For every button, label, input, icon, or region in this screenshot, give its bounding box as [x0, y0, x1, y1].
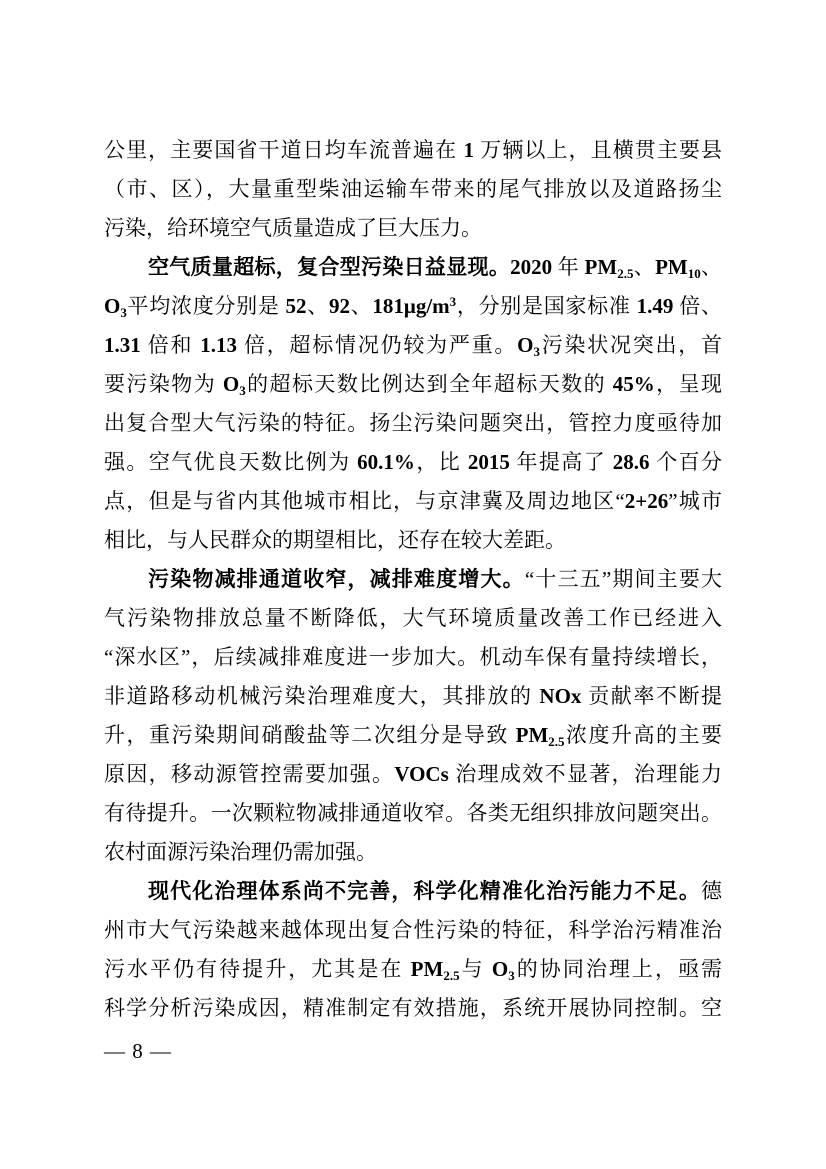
text-segment: 2.5 [443, 968, 460, 983]
text-line [104, 950, 722, 989]
text-line [104, 638, 722, 677]
text-segment: 现代化治理体系尚不完善，科学化精准化治污能力不足。 [148, 879, 701, 903]
text-segment: 1 [463, 138, 474, 162]
text-segment: 92 [328, 294, 350, 318]
text-segment: 污染状况突出，首 [539, 333, 722, 357]
text-line [104, 599, 722, 638]
text-segment: 60.1% [357, 450, 415, 474]
text-segment: 52 [285, 294, 307, 318]
text-line [104, 911, 722, 950]
text-segment: 3 [449, 294, 457, 309]
paragraph [104, 248, 722, 560]
text-segment: 点，但是与省内其他城市相比，与京津冀及周边地区“ [104, 489, 625, 513]
text-segment: 倍和 [140, 333, 201, 357]
text-segment: 1.31 [104, 333, 141, 357]
text-segment: ”城市 [668, 489, 722, 513]
text-segment: 3 [239, 383, 246, 398]
text-segment: 2.5 [548, 734, 565, 749]
text-segment: 相比，与人民群众的期望相比，还存在较大差距。 [104, 528, 566, 552]
text-line [104, 326, 722, 365]
text-segment: 1.49 [636, 294, 674, 318]
text-segment: 3 [120, 305, 127, 320]
text-segment: 2.5 [617, 266, 634, 281]
text-line [104, 404, 722, 443]
text-segment: 年 [552, 255, 585, 279]
text-line [104, 287, 722, 326]
text-segment: O [104, 294, 121, 318]
text-segment: 农村面源污染治理仍需加强。 [104, 840, 377, 864]
text-segment: 3 [533, 344, 540, 359]
text-segment: 、 [633, 255, 656, 279]
text-segment: PM [410, 957, 444, 981]
text-segment: 与 [459, 957, 492, 981]
text-line [104, 170, 722, 209]
text-segment: VOCs [394, 762, 449, 786]
text-segment: 28.6 [612, 450, 650, 474]
text-segment: ，呈现 [654, 372, 722, 396]
text-segment: 原因，移动源管控需要加强。 [104, 762, 395, 786]
text-segment: 3 [508, 968, 515, 983]
text-line [104, 833, 722, 872]
text-line [104, 989, 722, 1028]
text-segment: 、 [306, 294, 329, 318]
text-segment: ，分别是国家标准 [456, 294, 637, 318]
text-segment: 万辆以上，且横贯主要县 [473, 138, 722, 162]
text-segment: 2015 [467, 450, 510, 474]
text-segment: ，比 [414, 450, 468, 474]
text-line [104, 209, 722, 248]
text-line [104, 560, 722, 599]
text-segment: 污水平仍有待提升，尤其是在 [104, 957, 411, 981]
text-line [104, 248, 722, 287]
text-line [104, 131, 722, 170]
text-segment: 2020 [510, 255, 553, 279]
text-segment: NOx [539, 684, 582, 708]
text-segment: 州市大气污染越来越体现出复合性污染的特征，科学治污精准治 [104, 918, 722, 942]
text-segment: 德 [701, 879, 722, 903]
text-segment: 的协同治理上，亟需 [514, 957, 722, 981]
text-segment: 出复合型大气污染的特征。扬尘污染问题突出，管控力度亟待加 [104, 411, 722, 435]
paragraph [104, 560, 722, 872]
text-segment: 1.13 [200, 333, 238, 357]
text-segment: PM [584, 255, 618, 279]
text-segment: 10 [687, 266, 701, 281]
text-line [104, 677, 722, 716]
text-segment: 浓度升高的主要 [564, 723, 722, 747]
text-segment: 有待提升。一次颗粒物减排通道收窄。各类无组织排放问题突出。 [104, 801, 722, 825]
text-line [104, 521, 722, 560]
paragraph [104, 872, 722, 1028]
text-segment: 污染物减排通道收窄，减排难度增大。 [148, 567, 525, 591]
text-line [104, 794, 722, 833]
text-segment: 、 [700, 255, 722, 279]
text-segment: O [491, 957, 509, 981]
text-segment: 要污染物为 [104, 372, 223, 396]
text-segment: 气污染物排放总量不断降低，大气环境质量改善工作已经进入 [104, 606, 722, 630]
text-segment: 非道路移动机械污染治理难度大，其排放的 [104, 684, 540, 708]
text-segment: O [517, 333, 534, 357]
text-segment: 贡献率不断提 [581, 684, 722, 708]
text-line [104, 443, 722, 482]
text-segment: 个百分 [649, 450, 722, 474]
text-segment: 平均浓度分别是 [126, 294, 286, 318]
text-segment: 公里，主要国省干道日均车流普遍在 [104, 138, 464, 162]
text-segment: 倍，超标情况仍较为严重。 [237, 333, 518, 357]
text-segment: 2+26 [624, 489, 669, 513]
text-line [104, 755, 722, 794]
text-segment: 的超标天数比例达到全年超标天数的 [245, 372, 613, 396]
text-segment: 45% [612, 372, 655, 396]
text-segment: PM [515, 723, 549, 747]
text-segment: （市、区），大量重型柴油运输车带来的尾气排放以及道路扬尘 [104, 177, 722, 201]
text-line [104, 872, 722, 911]
text-segment: O [222, 372, 240, 396]
text-segment: 治理成效不显著，治理能力 [448, 762, 722, 786]
text-segment: “十三五”期间主要大 [524, 567, 722, 591]
text-segment: 科学分析污染成因，精准制定有效措施，系统开展协同控制。空 [104, 996, 722, 1020]
text-segment: PM [655, 255, 688, 279]
text-segment: 升，重污染期间硝酸盐等二次组分是导致 [104, 723, 516, 747]
text-segment: 空气质量超标，复合型污染日益显现。 [148, 255, 511, 279]
text-segment: 污染，给环境空气质量造成了巨大压力。 [104, 216, 482, 240]
text-segment: “深水区”，后续减排难度进一步加大。机动车保有量持续增长， [104, 645, 722, 669]
page-number: — 8 — [104, 1039, 172, 1063]
text-segment: 年提高了 [509, 450, 613, 474]
text-line [104, 365, 722, 404]
text-segment: 强。空气优良天数比例为 [104, 450, 358, 474]
text-segment: 181μg/m [372, 294, 450, 318]
text-segment: 、 [349, 294, 373, 318]
document-body [104, 131, 722, 1028]
text-line [104, 482, 722, 521]
text-segment: 倍、 [673, 294, 722, 318]
text-line [104, 716, 722, 755]
paragraph [104, 131, 722, 248]
